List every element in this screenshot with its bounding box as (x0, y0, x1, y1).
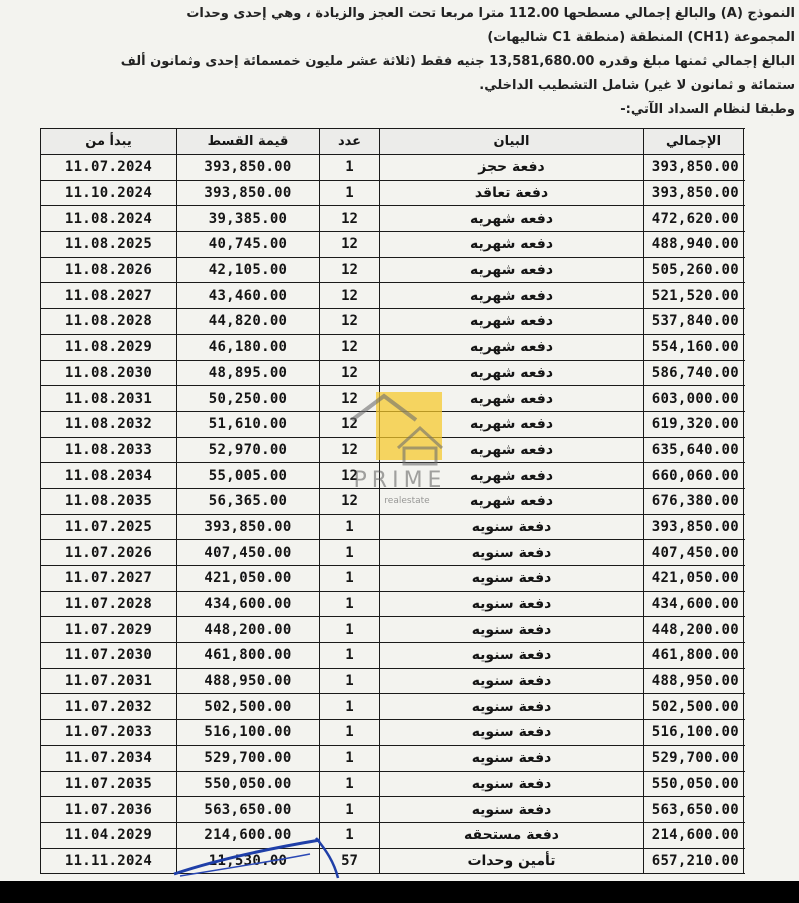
table-body (41, 155, 744, 874)
cell-start-date: 11.07.2025 (41, 514, 177, 540)
cell-count: 1 (320, 797, 380, 823)
col-header-count: عدد (320, 129, 380, 155)
cell-total: 603,000.00 (644, 386, 744, 412)
cell-description: دفعة سنويه (380, 694, 644, 720)
cell-count: 12 (320, 386, 380, 412)
cell-installment-amount: 434,600.00 (177, 591, 320, 617)
cell-count: 12 (320, 309, 380, 335)
table-row (41, 488, 744, 514)
cell-count: 1 (320, 566, 380, 592)
cell-installment-amount: 55,005.00 (177, 463, 320, 489)
table-row (41, 643, 744, 669)
cell-description: دفعه شهريه (380, 257, 644, 283)
cell-count: 1 (320, 643, 380, 669)
table-row (41, 283, 744, 309)
cell-description: دفعه شهريه (380, 309, 644, 335)
table-row (41, 566, 744, 592)
cell-start-date: 11.07.2029 (41, 617, 177, 643)
table-row (41, 411, 744, 437)
table-row (41, 463, 744, 489)
cell-total: 554,160.00 (644, 334, 744, 360)
cell-count: 1 (320, 591, 380, 617)
table-row (41, 720, 744, 746)
cell-total: 461,800.00 (644, 643, 744, 669)
col-header-amount: قيمة القسط (177, 129, 320, 155)
cell-total: 550,050.00 (644, 771, 744, 797)
cell-count: 12 (320, 232, 380, 258)
table-row (41, 257, 744, 283)
cell-start-date: 11.08.2031 (41, 386, 177, 412)
cell-total: 660,060.00 (644, 463, 744, 489)
cell-start-date: 11.11.2024 (41, 848, 177, 874)
cell-count: 1 (320, 514, 380, 540)
table-row (41, 180, 744, 206)
cell-description: دفعه شهريه (380, 283, 644, 309)
cell-description: دفعة سنويه (380, 540, 644, 566)
cell-start-date: 11.07.2028 (41, 591, 177, 617)
cell-installment-amount: 50,250.00 (177, 386, 320, 412)
cell-description: دفعة سنويه (380, 617, 644, 643)
cell-installment-amount: 39,385.00 (177, 206, 320, 232)
cell-start-date: 11.08.2024 (41, 206, 177, 232)
table-row (41, 155, 744, 181)
cell-description: دفعه شهريه (380, 488, 644, 514)
cell-total: 537,840.00 (644, 309, 744, 335)
contract-line-4: ستمائة و ثمانون لا غير) شامل التشطيب الداخلي. (479, 78, 795, 93)
cell-start-date: 11.07.2036 (41, 797, 177, 823)
cell-total: 676,380.00 (644, 488, 744, 514)
cell-installment-amount: 52,970.00 (177, 437, 320, 463)
cell-description: دفعه شهريه (380, 437, 644, 463)
table-row (41, 668, 744, 694)
table-row (41, 617, 744, 643)
cell-installment-amount: 516,100.00 (177, 720, 320, 746)
col-header-total: الإجمالي (644, 129, 744, 155)
cell-installment-amount: 448,200.00 (177, 617, 320, 643)
cell-start-date: 11.08.2033 (41, 437, 177, 463)
table-row (41, 309, 744, 335)
cell-total: 434,600.00 (644, 591, 744, 617)
cell-description: دفعة حجز (380, 155, 644, 181)
cell-description: دفعة سنويه (380, 591, 644, 617)
cell-description: دفعة سنويه (380, 720, 644, 746)
cell-installment-amount: 407,450.00 (177, 540, 320, 566)
cell-start-date: 11.08.2025 (41, 232, 177, 258)
cell-start-date: 11.07.2027 (41, 566, 177, 592)
cell-description: دفعة سنويه (380, 643, 644, 669)
cell-installment-amount: 11,530.00 (177, 848, 320, 874)
cell-description: دفعه شهريه (380, 463, 644, 489)
cell-start-date: 11.08.2032 (41, 411, 177, 437)
cell-installment-amount: 393,850.00 (177, 180, 320, 206)
cell-installment-amount: 502,500.00 (177, 694, 320, 720)
cell-installment-amount: 529,700.00 (177, 745, 320, 771)
cell-total: 563,650.00 (644, 797, 744, 823)
cell-start-date: 11.08.2027 (41, 283, 177, 309)
cell-count: 1 (320, 745, 380, 771)
table-row (41, 797, 744, 823)
cell-count: 12 (320, 488, 380, 514)
cell-start-date: 11.07.2032 (41, 694, 177, 720)
cell-start-date: 11.08.2026 (41, 257, 177, 283)
watermark-brand: PRIME (353, 468, 447, 493)
cell-installment-amount: 46,180.00 (177, 334, 320, 360)
cell-count: 1 (320, 540, 380, 566)
table-row (41, 334, 744, 360)
cell-description: تأمين وحدات (380, 848, 644, 874)
cell-start-date: 11.07.2026 (41, 540, 177, 566)
cell-start-date: 11.07.2035 (41, 771, 177, 797)
table-row (41, 822, 744, 848)
cell-description: دفعة سنويه (380, 797, 644, 823)
watermark-sub: realestate (384, 496, 430, 506)
cell-start-date: 11.07.2030 (41, 643, 177, 669)
cell-total: 393,850.00 (644, 514, 744, 540)
table-row (41, 514, 744, 540)
cell-total: 521,520.00 (644, 283, 744, 309)
cell-installment-amount: 44,820.00 (177, 309, 320, 335)
table-row (41, 745, 744, 771)
cell-installment-amount: 393,850.00 (177, 514, 320, 540)
cell-installment-amount: 393,850.00 (177, 155, 320, 181)
cell-description: دفعه شهريه (380, 334, 644, 360)
cell-installment-amount: 48,895.00 (177, 360, 320, 386)
cell-description: دفعة مستحقه (380, 822, 644, 848)
cell-count: 1 (320, 617, 380, 643)
cell-installment-amount: 56,365.00 (177, 488, 320, 514)
cell-count: 1 (320, 694, 380, 720)
payment-schedule-table (40, 128, 744, 874)
cell-count: 1 (320, 180, 380, 206)
cell-total: 488,950.00 (644, 668, 744, 694)
contract-line-1: النموذج (A) والبالغ إجمالي مسطحها 112.00 مترا مربعا تحت العجز والزيادة ، وهي إحدى وحدات (186, 6, 795, 21)
cell-count: 57 (320, 848, 380, 874)
cell-description: دفعة سنويه (380, 745, 644, 771)
contract-text (0, 2, 795, 122)
cell-total: 393,850.00 (644, 180, 744, 206)
contract-line-3: البالغ إجمالي ثمنها مبلغ وقدره 13,581,680.00 جنيه فقط (ثلاثة عشر مليون خمسمائة إحدى وثمانون ألف (120, 54, 795, 69)
cell-total: 421,050.00 (644, 566, 744, 592)
table-row (41, 848, 744, 874)
cell-installment-amount: 40,745.00 (177, 232, 320, 258)
cell-count: 1 (320, 155, 380, 181)
cell-total: 619,320.00 (644, 411, 744, 437)
cell-total: 393,850.00 (644, 155, 744, 181)
cell-description: دفعه شهريه (380, 232, 644, 258)
cell-count: 12 (320, 437, 380, 463)
cell-start-date: 11.08.2028 (41, 309, 177, 335)
cell-start-date: 11.08.2030 (41, 360, 177, 386)
cell-total: 472,620.00 (644, 206, 744, 232)
cell-count: 12 (320, 334, 380, 360)
cell-installment-amount: 550,050.00 (177, 771, 320, 797)
table-row (41, 437, 744, 463)
cell-total: 502,500.00 (644, 694, 744, 720)
cell-description: دفعة سنويه (380, 514, 644, 540)
cell-start-date: 11.08.2029 (41, 334, 177, 360)
cell-description: دفعة سنويه (380, 771, 644, 797)
cell-count: 12 (320, 283, 380, 309)
cell-total: 488,940.00 (644, 232, 744, 258)
table-row (41, 771, 744, 797)
cell-start-date: 11.10.2024 (41, 180, 177, 206)
cell-installment-amount: 43,460.00 (177, 283, 320, 309)
cell-start-date: 11.07.2024 (41, 155, 177, 181)
cell-description: دفعة سنويه (380, 566, 644, 592)
cell-total: 586,740.00 (644, 360, 744, 386)
cell-start-date: 11.07.2034 (41, 745, 177, 771)
cell-count: 12 (320, 206, 380, 232)
cell-start-date: 11.07.2033 (41, 720, 177, 746)
cell-total: 516,100.00 (644, 720, 744, 746)
cell-total: 407,450.00 (644, 540, 744, 566)
table-row (41, 540, 744, 566)
table-row (41, 386, 744, 412)
table-row (41, 694, 744, 720)
cell-start-date: 11.07.2031 (41, 668, 177, 694)
table-header-row (41, 129, 744, 155)
bottom-black-bar (0, 881, 799, 903)
cell-installment-amount: 42,105.00 (177, 257, 320, 283)
cell-start-date: 11.08.2034 (41, 463, 177, 489)
cell-installment-amount: 563,650.00 (177, 797, 320, 823)
cell-total: 448,200.00 (644, 617, 744, 643)
table-row (41, 591, 744, 617)
cell-description: دفعه شهريه (380, 411, 644, 437)
cell-description: دفعه شهريه (380, 206, 644, 232)
cell-installment-amount: 51,610.00 (177, 411, 320, 437)
cell-total: 657,210.00 (644, 848, 744, 874)
table-row (41, 232, 744, 258)
cell-description: دفعة سنويه (380, 668, 644, 694)
cell-count: 12 (320, 257, 380, 283)
contract-line-2: المجموعة (CH1) المنطقة (منطقة C1 شاليهات) (487, 30, 795, 45)
cell-start-date: 11.08.2035 (41, 488, 177, 514)
cell-count: 1 (320, 668, 380, 694)
cell-count: 12 (320, 411, 380, 437)
table-row (41, 206, 744, 232)
table-row (41, 360, 744, 386)
cell-description: دفعه شهريه (380, 386, 644, 412)
col-header-start: يبدأ من (41, 129, 177, 155)
cell-installment-amount: 461,800.00 (177, 643, 320, 669)
cell-installment-amount: 421,050.00 (177, 566, 320, 592)
cell-count: 1 (320, 822, 380, 848)
cell-total: 635,640.00 (644, 437, 744, 463)
cell-description: دفعة تعاقد (380, 180, 644, 206)
cell-installment-amount: 488,950.00 (177, 668, 320, 694)
cell-total: 529,700.00 (644, 745, 744, 771)
col-header-desc: البيان (380, 129, 644, 155)
cell-count: 1 (320, 720, 380, 746)
cell-count: 1 (320, 771, 380, 797)
cell-description: دفعه شهريه (380, 360, 644, 386)
cell-start-date: 11.04.2029 (41, 822, 177, 848)
cell-count: 12 (320, 360, 380, 386)
contract-line-5: وطبقا لنظام السداد الآتي:- (620, 102, 795, 117)
cell-installment-amount: 214,600.00 (177, 822, 320, 848)
cell-count: 12 (320, 463, 380, 489)
cell-total: 505,260.00 (644, 257, 744, 283)
cell-total: 214,600.00 (644, 822, 744, 848)
